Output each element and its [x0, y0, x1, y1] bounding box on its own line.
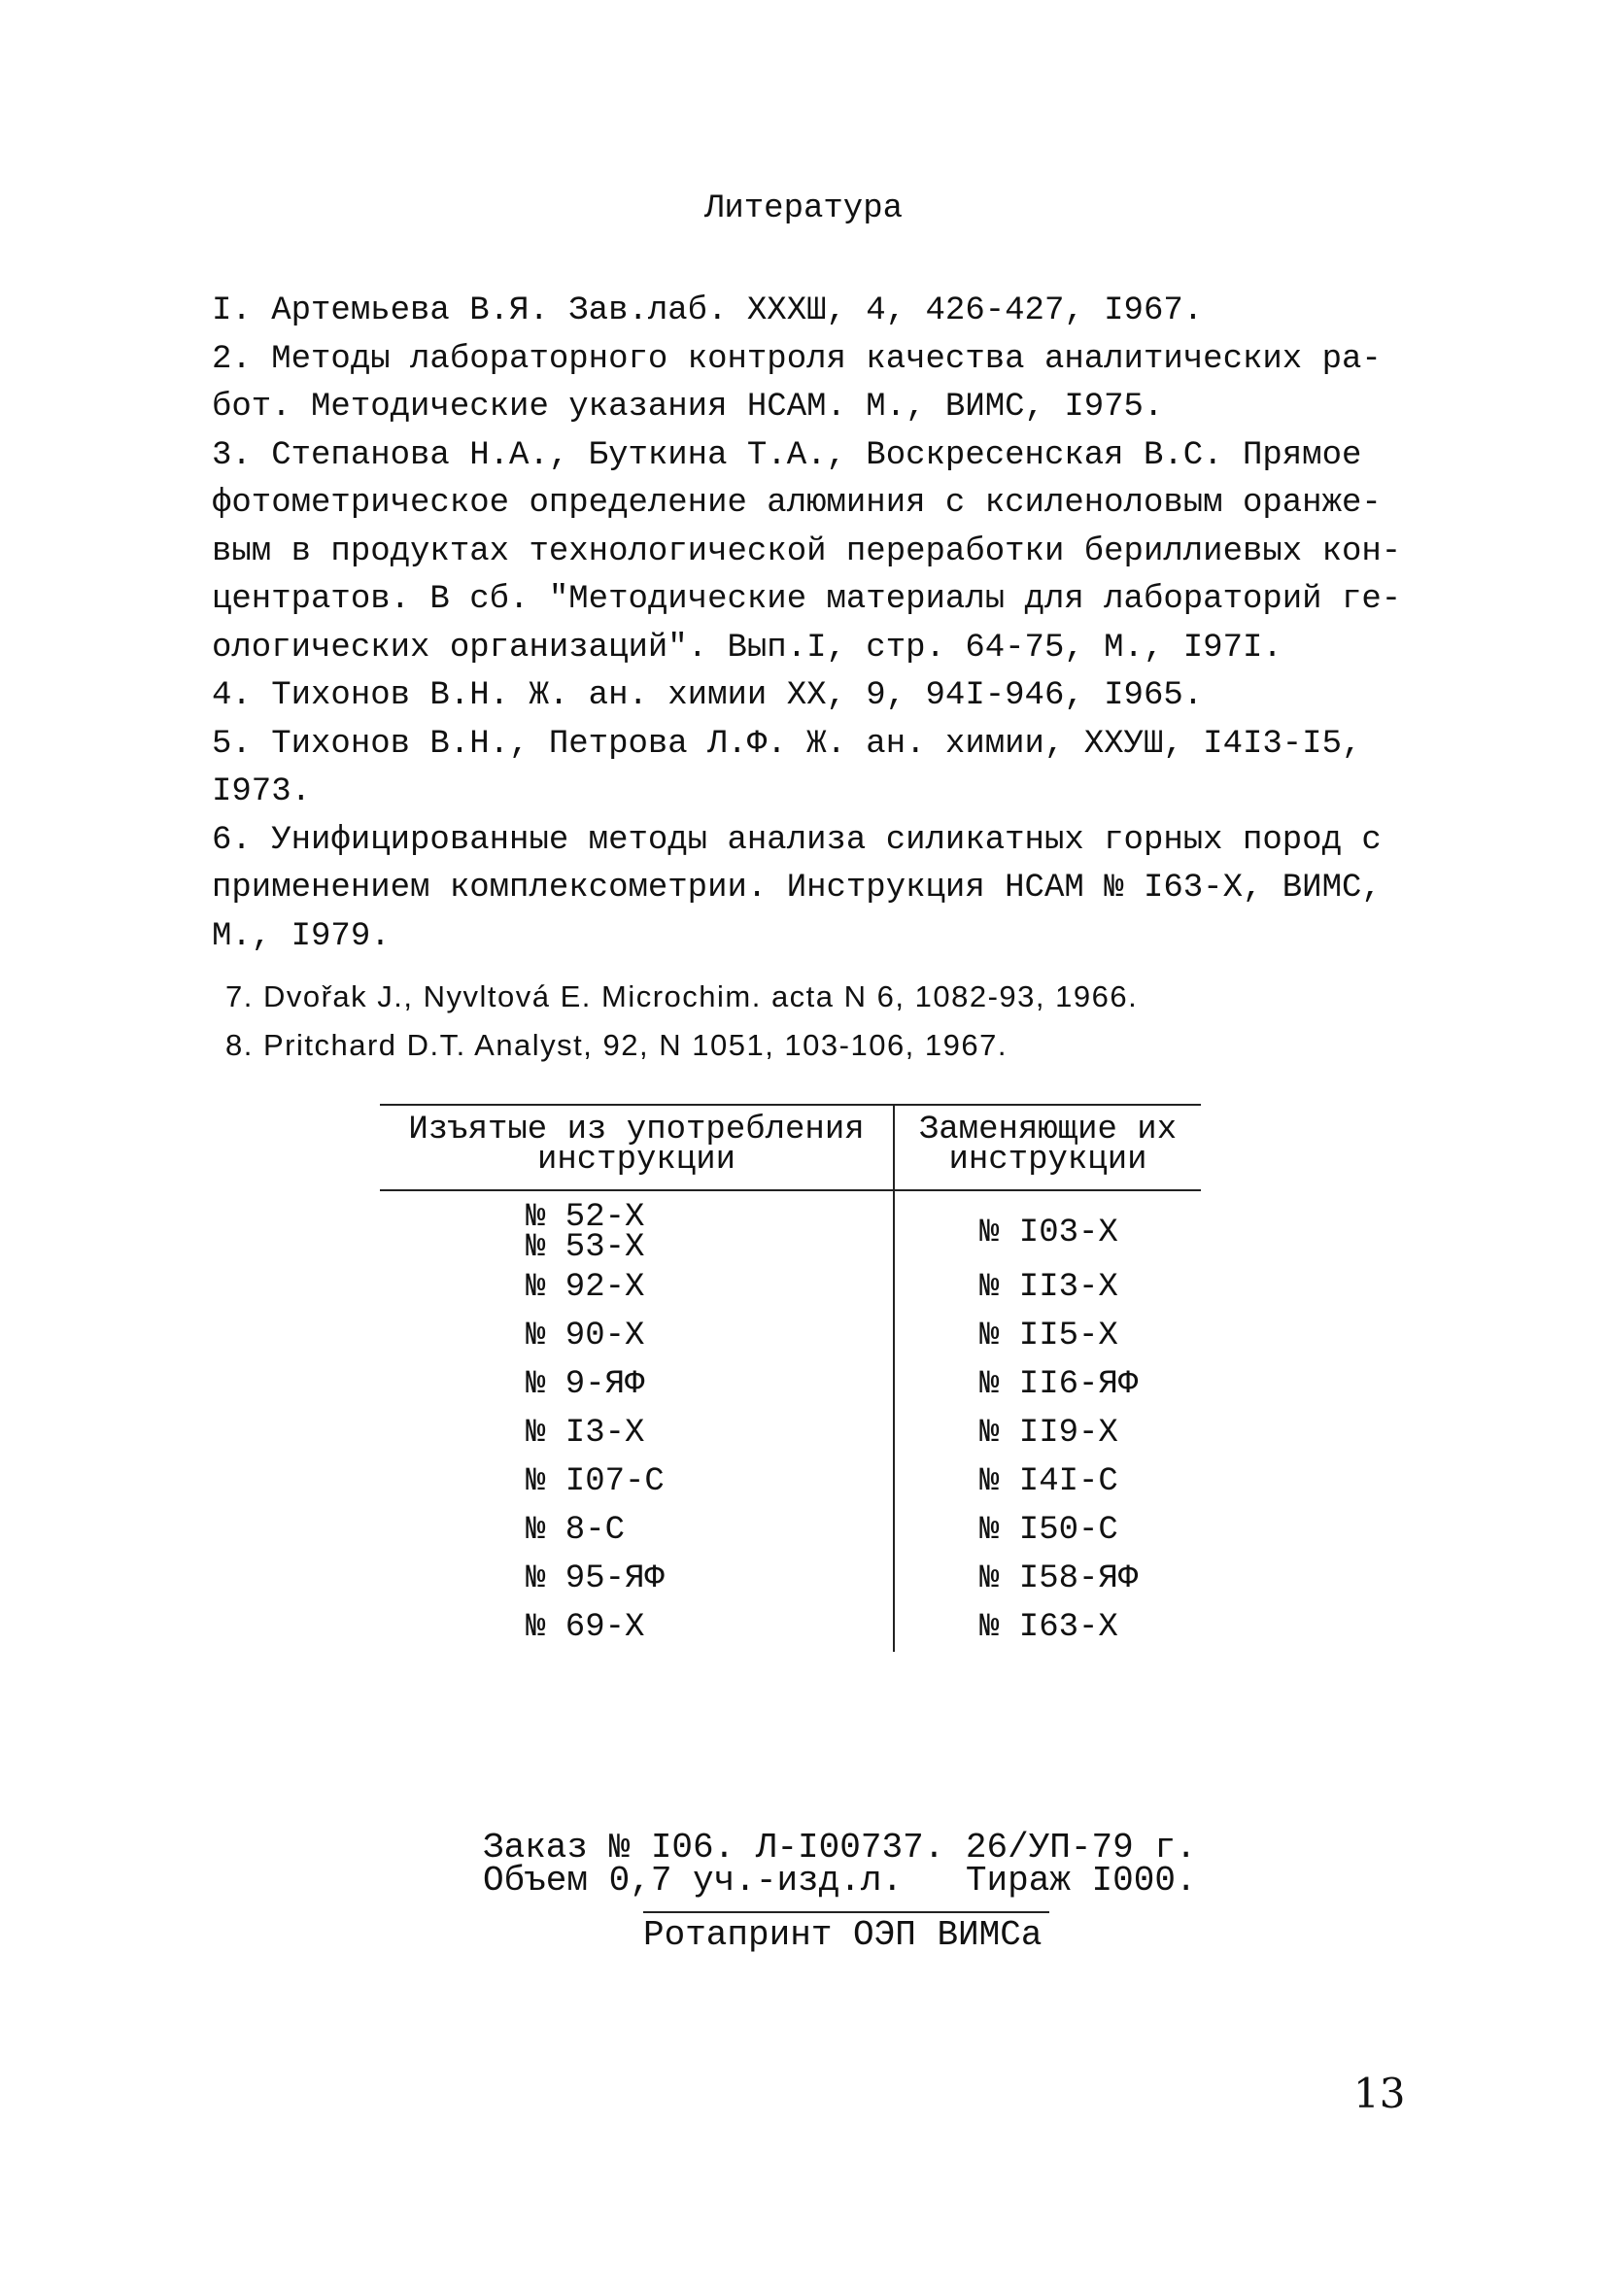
table-row [380, 1603, 1201, 1652]
imprint [483, 1828, 1197, 1955]
withdrawn-number: № 53-Х [526, 1229, 645, 1266]
reference-line: применением комплексометрии. Инструкция НСАМ № I63-Х, ВИМС, [212, 870, 1382, 907]
header-replacing: Заменяющие их инструкции [894, 1105, 1201, 1190]
withdrawn-cell: № 95-ЯФ [380, 1555, 894, 1603]
withdrawn-cell: № 69-Х [380, 1603, 894, 1652]
table-row [380, 1409, 1201, 1457]
order-line: Заказ № I06. Л-I00737. 26/УП-79 г. [483, 1828, 1197, 1868]
reference-line: фотометрическое определение алюминия с ксиленоловым оранже- [212, 485, 1382, 522]
replacing-cell: № I50-С [979, 1512, 1118, 1549]
withdrawn-cell: № 92-Х [380, 1263, 894, 1312]
reference-line: I. Артемьева В.Я. Зав.лаб. XXXШ, 4, 426-427, I967. [212, 292, 1204, 329]
page-number: 13 [1353, 2070, 1406, 2117]
table-row [380, 1555, 1201, 1603]
withdrawn-number: № 52-Х [526, 1199, 645, 1236]
replacing-cell: № II9-Х [979, 1415, 1118, 1452]
reference-list [212, 288, 1426, 1069]
table-row [380, 1190, 1201, 1263]
reference-line: I973. [212, 773, 312, 810]
table-row [380, 1312, 1201, 1360]
replacing-cell: № II5-Х [979, 1318, 1118, 1354]
reference-line: М., I979. [212, 917, 391, 955]
reference-line: 2. Методы лабораторного контроля качества аналитических ра- [212, 340, 1382, 378]
withdrawn-cell: № I07-С [380, 1457, 894, 1506]
volume-line: Объем 0,7 уч.-изд.л. Тираж I000. [483, 1861, 1197, 1901]
table-row [380, 1506, 1201, 1555]
reference-line-latin: 8. Pritchard D.T. Analyst, 92, N 1051, 103-106, 1967. [225, 1027, 1008, 1062]
reference-line: ологических организаций". Вып.I, стр. 64-75, М., I97I. [212, 629, 1282, 667]
printer-line: Ротапринт ОЭП ВИМСа [643, 1911, 1049, 1952]
withdrawn-cell: № I3-Х [380, 1409, 894, 1457]
withdrawn-cell: № 9-ЯФ [380, 1360, 894, 1409]
reference-line: 6. Унифицированные методы анализа силикатных горных пород с [212, 821, 1382, 859]
table-row [380, 1360, 1201, 1409]
replacing-cell: № I4I-С [979, 1463, 1118, 1500]
table-row [380, 1263, 1201, 1312]
reference-line: вым в продуктах технологической переработки бериллиевых кон- [212, 532, 1402, 570]
reference-line: 5. Тихонов В.Н., Петрова Л.Ф. Ж. ан. химии, XXУШ, I4I3-I5, [212, 725, 1362, 763]
reference-line-latin: 7. Dvořak J., Nyvltová E. Microchim. acta N 6, 1082-93, 1966. [225, 979, 1139, 1013]
withdrawn-cell [380, 1190, 894, 1266]
reference-line: 3. Степанова Н.А., Буткина Т.А., Воскресенская В.С. Прямое [212, 436, 1362, 474]
reference-line: бот. Методические указания НСАМ. М., ВИМС, I975. [212, 389, 1164, 426]
replacing-cell: № I63-Х [979, 1609, 1118, 1646]
instructions-table [380, 1104, 1201, 1652]
table-row [380, 1457, 1201, 1506]
reference-line: 4. Тихонов В.Н. Ж. ан. химии XX, 9, 94I-946, I965. [212, 677, 1204, 714]
withdrawn-cell: № 90-Х [380, 1312, 894, 1360]
withdrawn-cell: № 8-С [380, 1506, 894, 1555]
reference-line: центратов. В сб. "Методические материалы для лабораторий ге- [212, 581, 1402, 618]
replacing-cell: № II6-ЯФ [979, 1366, 1139, 1403]
replacing-cell: № I03-Х [979, 1215, 1118, 1251]
page-title: Литература [703, 190, 904, 227]
replacing-cell: № I58-ЯФ [979, 1560, 1139, 1597]
replacing-cell: № II3-Х [979, 1269, 1118, 1306]
header-withdrawn: Изъятые из употребления инструкции [380, 1105, 894, 1190]
